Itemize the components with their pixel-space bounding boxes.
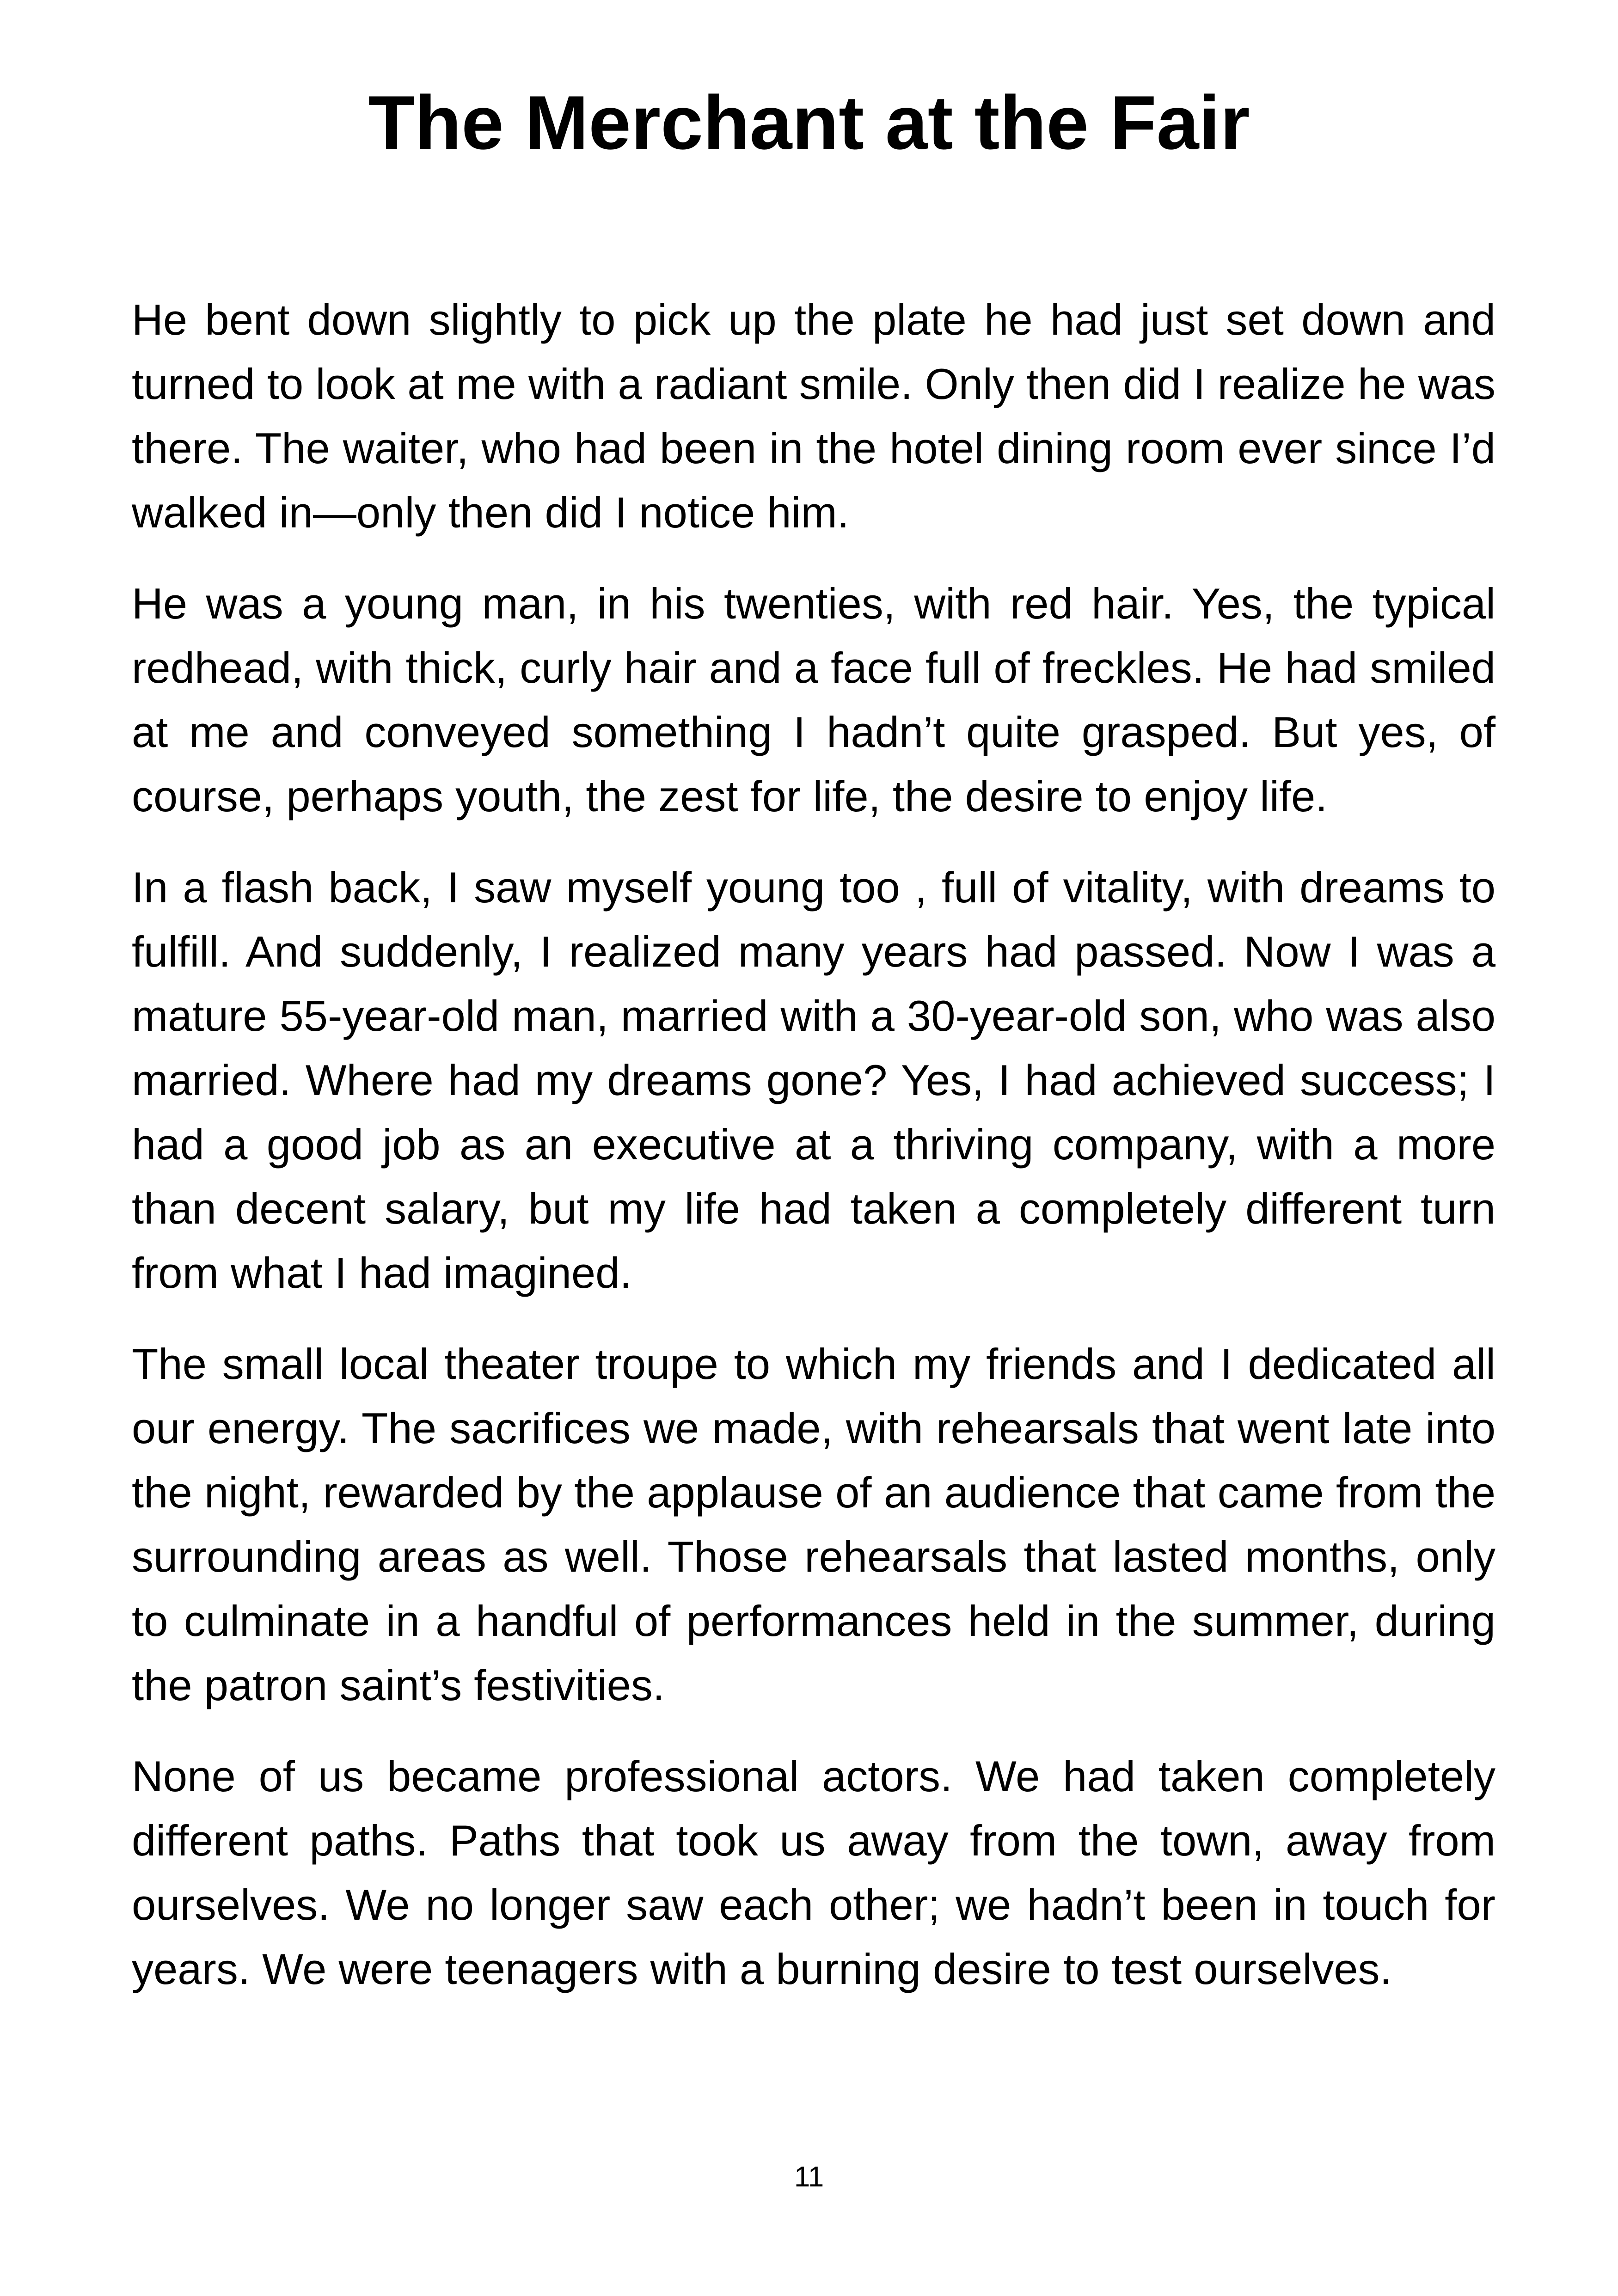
page-number: 11 (794, 2161, 824, 2193)
paragraph-3: In a flash back, I saw myself young too , full of vitality, with dreams to fulfill. And suddenly, I realized many years had passed. Now I was a mature 55-year-old man, married with a 30-year-old son, who was also married. Where had my dreams gone? Yes, I had achieved success; I had a good job as an executive at a thriving company, with a more than decent salary, but my life had taken a completely different turn from what I had imagined. (132, 863, 1495, 1297)
paragraph-2: He was a young man, in his twenties, with red hair. Yes, the typical redhead, with thick, curly hair and a face full of freckles. He had smiled at me and conveyed something I hadn’t quite grasped. But yes, of course, perhaps youth, the zest for life, the desire to enjoy life. (132, 579, 1495, 820)
chapter-title: The Merchant at the Fair (368, 80, 1250, 165)
body-text (132, 288, 1495, 2028)
paragraph-4: The small local theater troupe to which my friends and I dedicated all our energy. The sacrifices we made, with rehearsals that went late into the night, rewarded by the applause of an audience that came from the surrounding areas as well. Those rehearsals that lasted months, only to culminate in a handful of performances held in the summer, during the patron saint’s festivities. (132, 1340, 1495, 1709)
paragraph-1: He bent down slightly to pick up the plate he had just set down and turned to look at me with a radiant smile. Only then did I realize he was there. The waiter, who had been in the hotel dining room ever since I’d walked in—only then did I notice him. (132, 295, 1495, 537)
paragraph-5: None of us became professional actors. We had taken completely different paths. Paths that took us away from the town, away from ourselves. We no longer saw each other; we hadn’t been in touch for years. We were teenagers with a burning desire to test ourselves. (132, 1752, 1495, 1993)
